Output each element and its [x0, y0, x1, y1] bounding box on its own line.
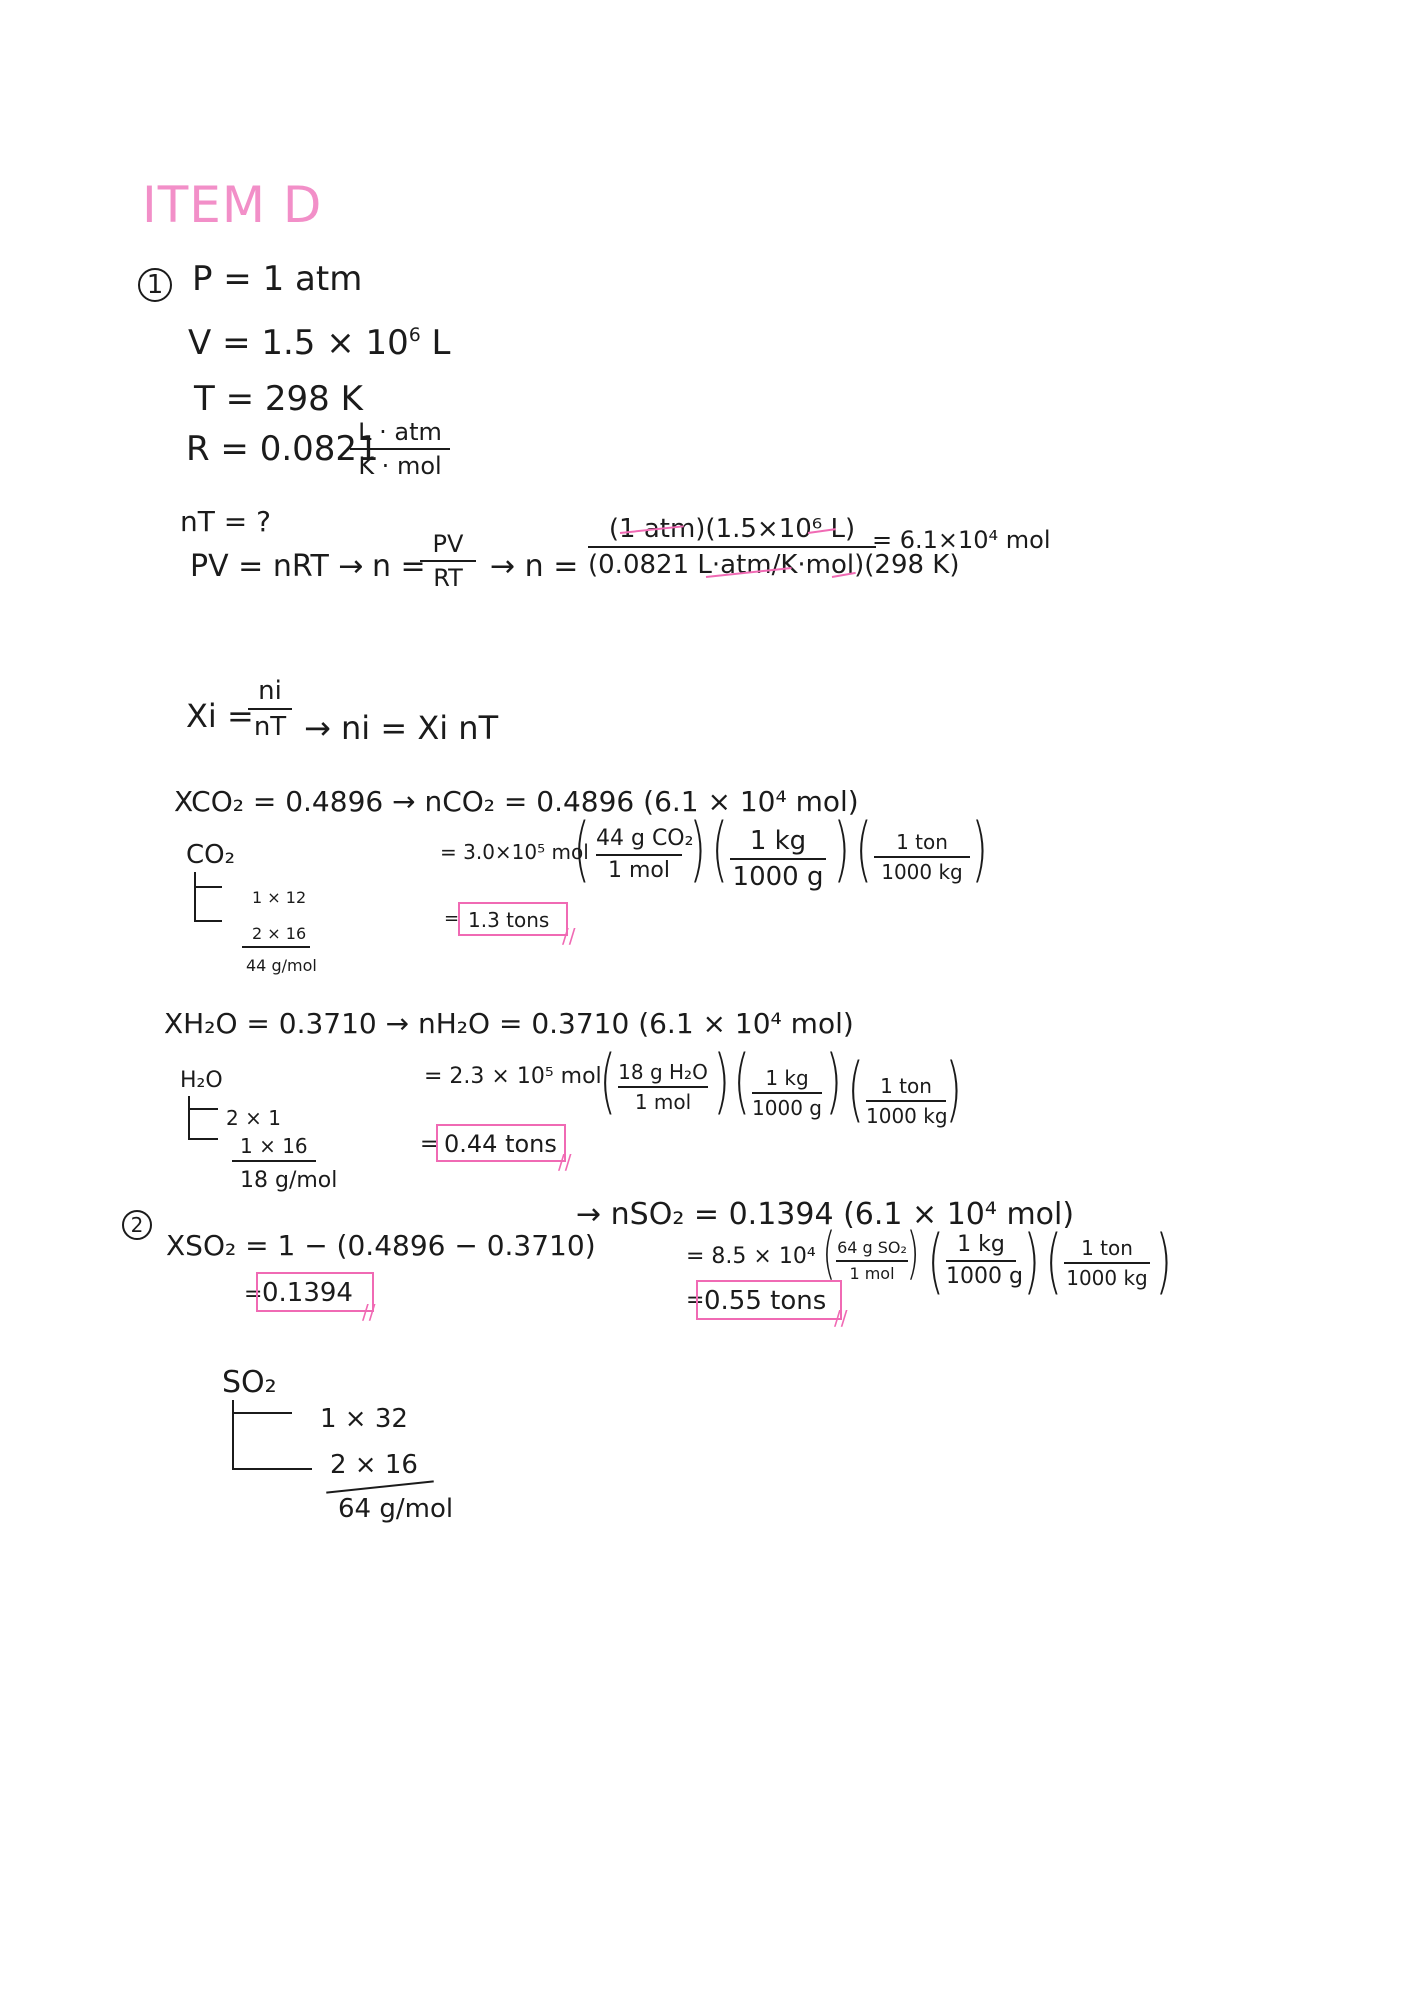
so2-moles-line: → nSO₂ = 0.1394 (6.1 × 10⁴ mol)	[576, 1197, 1075, 1232]
h2o-molar-mass: 18 g/mol	[240, 1168, 338, 1193]
so2-moles: = 8.5 × 10⁴	[686, 1244, 816, 1269]
co2-oxygen-mass: 2 × 16	[252, 924, 307, 943]
so2-molar-mass: 64 g/mol	[338, 1494, 454, 1524]
h2o-ton-den: 1000 kg	[866, 1104, 948, 1128]
h2o-kg-den: 1000 g	[752, 1096, 822, 1120]
so2-kg-den: 1000 g	[946, 1264, 1023, 1289]
h2o-ton-num: 1 ton	[880, 1074, 932, 1098]
so2-mole-fraction: XSO₂ = 1 − (0.4896 − 0.3710)	[166, 1229, 596, 1262]
h2o-answer-equals: =	[420, 1132, 439, 1157]
given-gas-constant: R = 0.0821	[186, 429, 379, 469]
given-pressure: P = 1 atm	[192, 259, 363, 299]
so2-factor-num: 64 g SO₂	[837, 1238, 907, 1257]
h2o-ton-factor	[866, 1076, 946, 1126]
co2-ton-factor	[874, 832, 970, 882]
co2-answer: 1.3 tons	[468, 908, 550, 932]
so2-ton-num: 1 ton	[1081, 1236, 1133, 1260]
given-volume	[188, 323, 451, 363]
so2-kg-num: 1 kg	[957, 1232, 1005, 1257]
co2-carbon-mass: 1 × 12	[252, 888, 307, 907]
h2o-oxygen-mass: 1 × 16	[240, 1134, 308, 1158]
nt: nT	[253, 712, 287, 742]
pv: PV	[432, 530, 464, 558]
h2o-kg-num: 1 kg	[765, 1066, 809, 1090]
so2-ton-factor	[1064, 1238, 1150, 1288]
h2o-hydrogen-mass: 2 × 1	[226, 1106, 281, 1130]
so2-sulfur-mass: 1 × 32	[320, 1404, 408, 1434]
so2-answer-equals: =	[686, 1288, 705, 1313]
co2-answer-equals: =	[444, 908, 460, 929]
co2-factor-den: 1 mol	[608, 858, 670, 883]
co2-kg-num: 1 kg	[749, 826, 807, 856]
so2-answer: 0.55 tons	[704, 1286, 827, 1316]
n-calculation-num: (1 atm)(1.5×10⁶ L)	[608, 514, 856, 544]
mole-fraction-def: Xi =	[186, 697, 254, 735]
given-volume-exp: 6	[408, 324, 421, 346]
gas-constant-units	[350, 420, 450, 478]
item-2-marker: 2	[122, 1210, 152, 1240]
pv-over-rt	[420, 532, 476, 590]
notes-page: ITEM D 1 P = 1 atm $V = 1.5 \times 10^6$ L T = 298 K R = 0.0821 L · atm K · mol nT = ? PV = nRT → n = PV RT → n = (1 atm)(1.5×10⁶ L) (0.0821 L·atm/K·mol)(298 K) = 6.1×10⁴ mol Xi = ni nT → ni = Xi nT XCO₂ = 0.4896 → nCO₂ = 0.4896 (6.1 × 10⁴ mol) = 3.0×10⁵ mol ( 44 g CO₂ 1 mol ) ( 1 kg 1000 g ) ( 1 ton 1000 kg ) CO₂ 1 × 12 2 × 16 44 g/mol = 1.3 tons // XH₂O = 0.3710 → nH₂O = 0.3710 (6.1 × 10⁴ mol) = 2.3 × 10⁵ mol ( 18 g H₂O 1 mol ) ( 1 kg 1000 g ) ( 1 ton 1000 kg ) H₂O 2 × 1 1 × 16 18 g/mol = 0.44 tons // 2 XSO₂ = 1 − (0.4896 − 0.3710) = 0.1394 // → nSO₂ = 0.1394 (6.1 × 10⁴ mol) = 8.5 × 10⁴ ( 64 g SO₂ 1 mol ) ( 1 kg 1000 g ) ( 1 ton 1000 kg ) = 0.55 tons // SO₂ 1 × 32 2 × 16 64 g/mol	[0, 0, 1414, 2000]
so2-kg-factor	[946, 1232, 1023, 1289]
ideal-gas-law: PV = nRT →	[190, 549, 364, 584]
h2o-formula: H₂O	[180, 1068, 223, 1093]
so2-fraction-value: 0.1394	[262, 1278, 353, 1308]
rt: RT	[433, 564, 463, 592]
co2-formula: CO₂	[186, 840, 236, 870]
given-temperature: T = 298 K	[194, 379, 363, 419]
total-moles-result: = 6.1×10⁴ mol	[872, 526, 1051, 554]
h2o-factor-num: 18 g H₂O	[618, 1060, 708, 1084]
co2-factor-num: 44 g CO₂	[596, 826, 694, 851]
gas-constant-units-num: L · atm	[358, 418, 442, 446]
so2-ton-den: 1000 kg	[1066, 1266, 1148, 1290]
so2-oxygen-mass: 2 × 16	[330, 1450, 418, 1480]
so2-factor-den: 1 mol	[849, 1264, 895, 1283]
page-title: ITEM D	[142, 176, 323, 234]
co2-molar-mass: 44 g/mol	[246, 956, 317, 975]
h2o-moles: = 2.3 × 10⁵ mol	[424, 1064, 602, 1089]
n-equals-substituted: → n =	[490, 549, 579, 584]
h2o-kg-factor	[752, 1068, 822, 1118]
h2o-answer: 0.44 tons	[444, 1130, 557, 1158]
co2-moles: = 3.0×10⁵ mol	[440, 840, 589, 864]
co2-ton-den: 1000 kg	[881, 860, 963, 884]
item-1-marker: 1	[138, 268, 172, 302]
ni: ni	[258, 676, 282, 706]
gas-constant-units-den: K · mol	[358, 452, 442, 480]
n-equals: n =	[372, 549, 426, 584]
co2-ton-num: 1 ton	[896, 830, 948, 854]
ni-equals-xi-nt: → ni = Xi nT	[304, 709, 499, 747]
given-volume-unit: L	[420, 323, 451, 363]
ni-over-nt	[248, 678, 292, 740]
co2-kg-factor	[730, 828, 826, 890]
n-calculation	[588, 514, 960, 580]
h2o-moles-line: XH₂O = 0.3710 → nH₂O = 0.3710 (6.1 × 10⁴ mol)	[164, 1007, 854, 1040]
n-calculation-den: (0.0821 L·atm/K·mol)(298 K)	[588, 550, 960, 580]
co2-moles-line: XCO₂ = 0.4896 → nCO₂ = 0.4896 (6.1 × 10⁴ mol)	[174, 785, 859, 818]
so2-formula: SO₂	[222, 1365, 277, 1400]
h2o-factor-den: 1 mol	[634, 1090, 692, 1114]
so2-fraction-equals: =	[244, 1282, 263, 1307]
given-volume-base: V = 1.5 × 10	[188, 323, 409, 363]
so2-molar-mass-factor	[836, 1240, 908, 1282]
co2-kg-den: 1000 g	[732, 862, 824, 892]
co2-molar-mass-factor	[596, 826, 694, 883]
h2o-molar-mass-factor	[618, 1062, 708, 1112]
total-moles-unknown: nT = ?	[180, 505, 271, 538]
